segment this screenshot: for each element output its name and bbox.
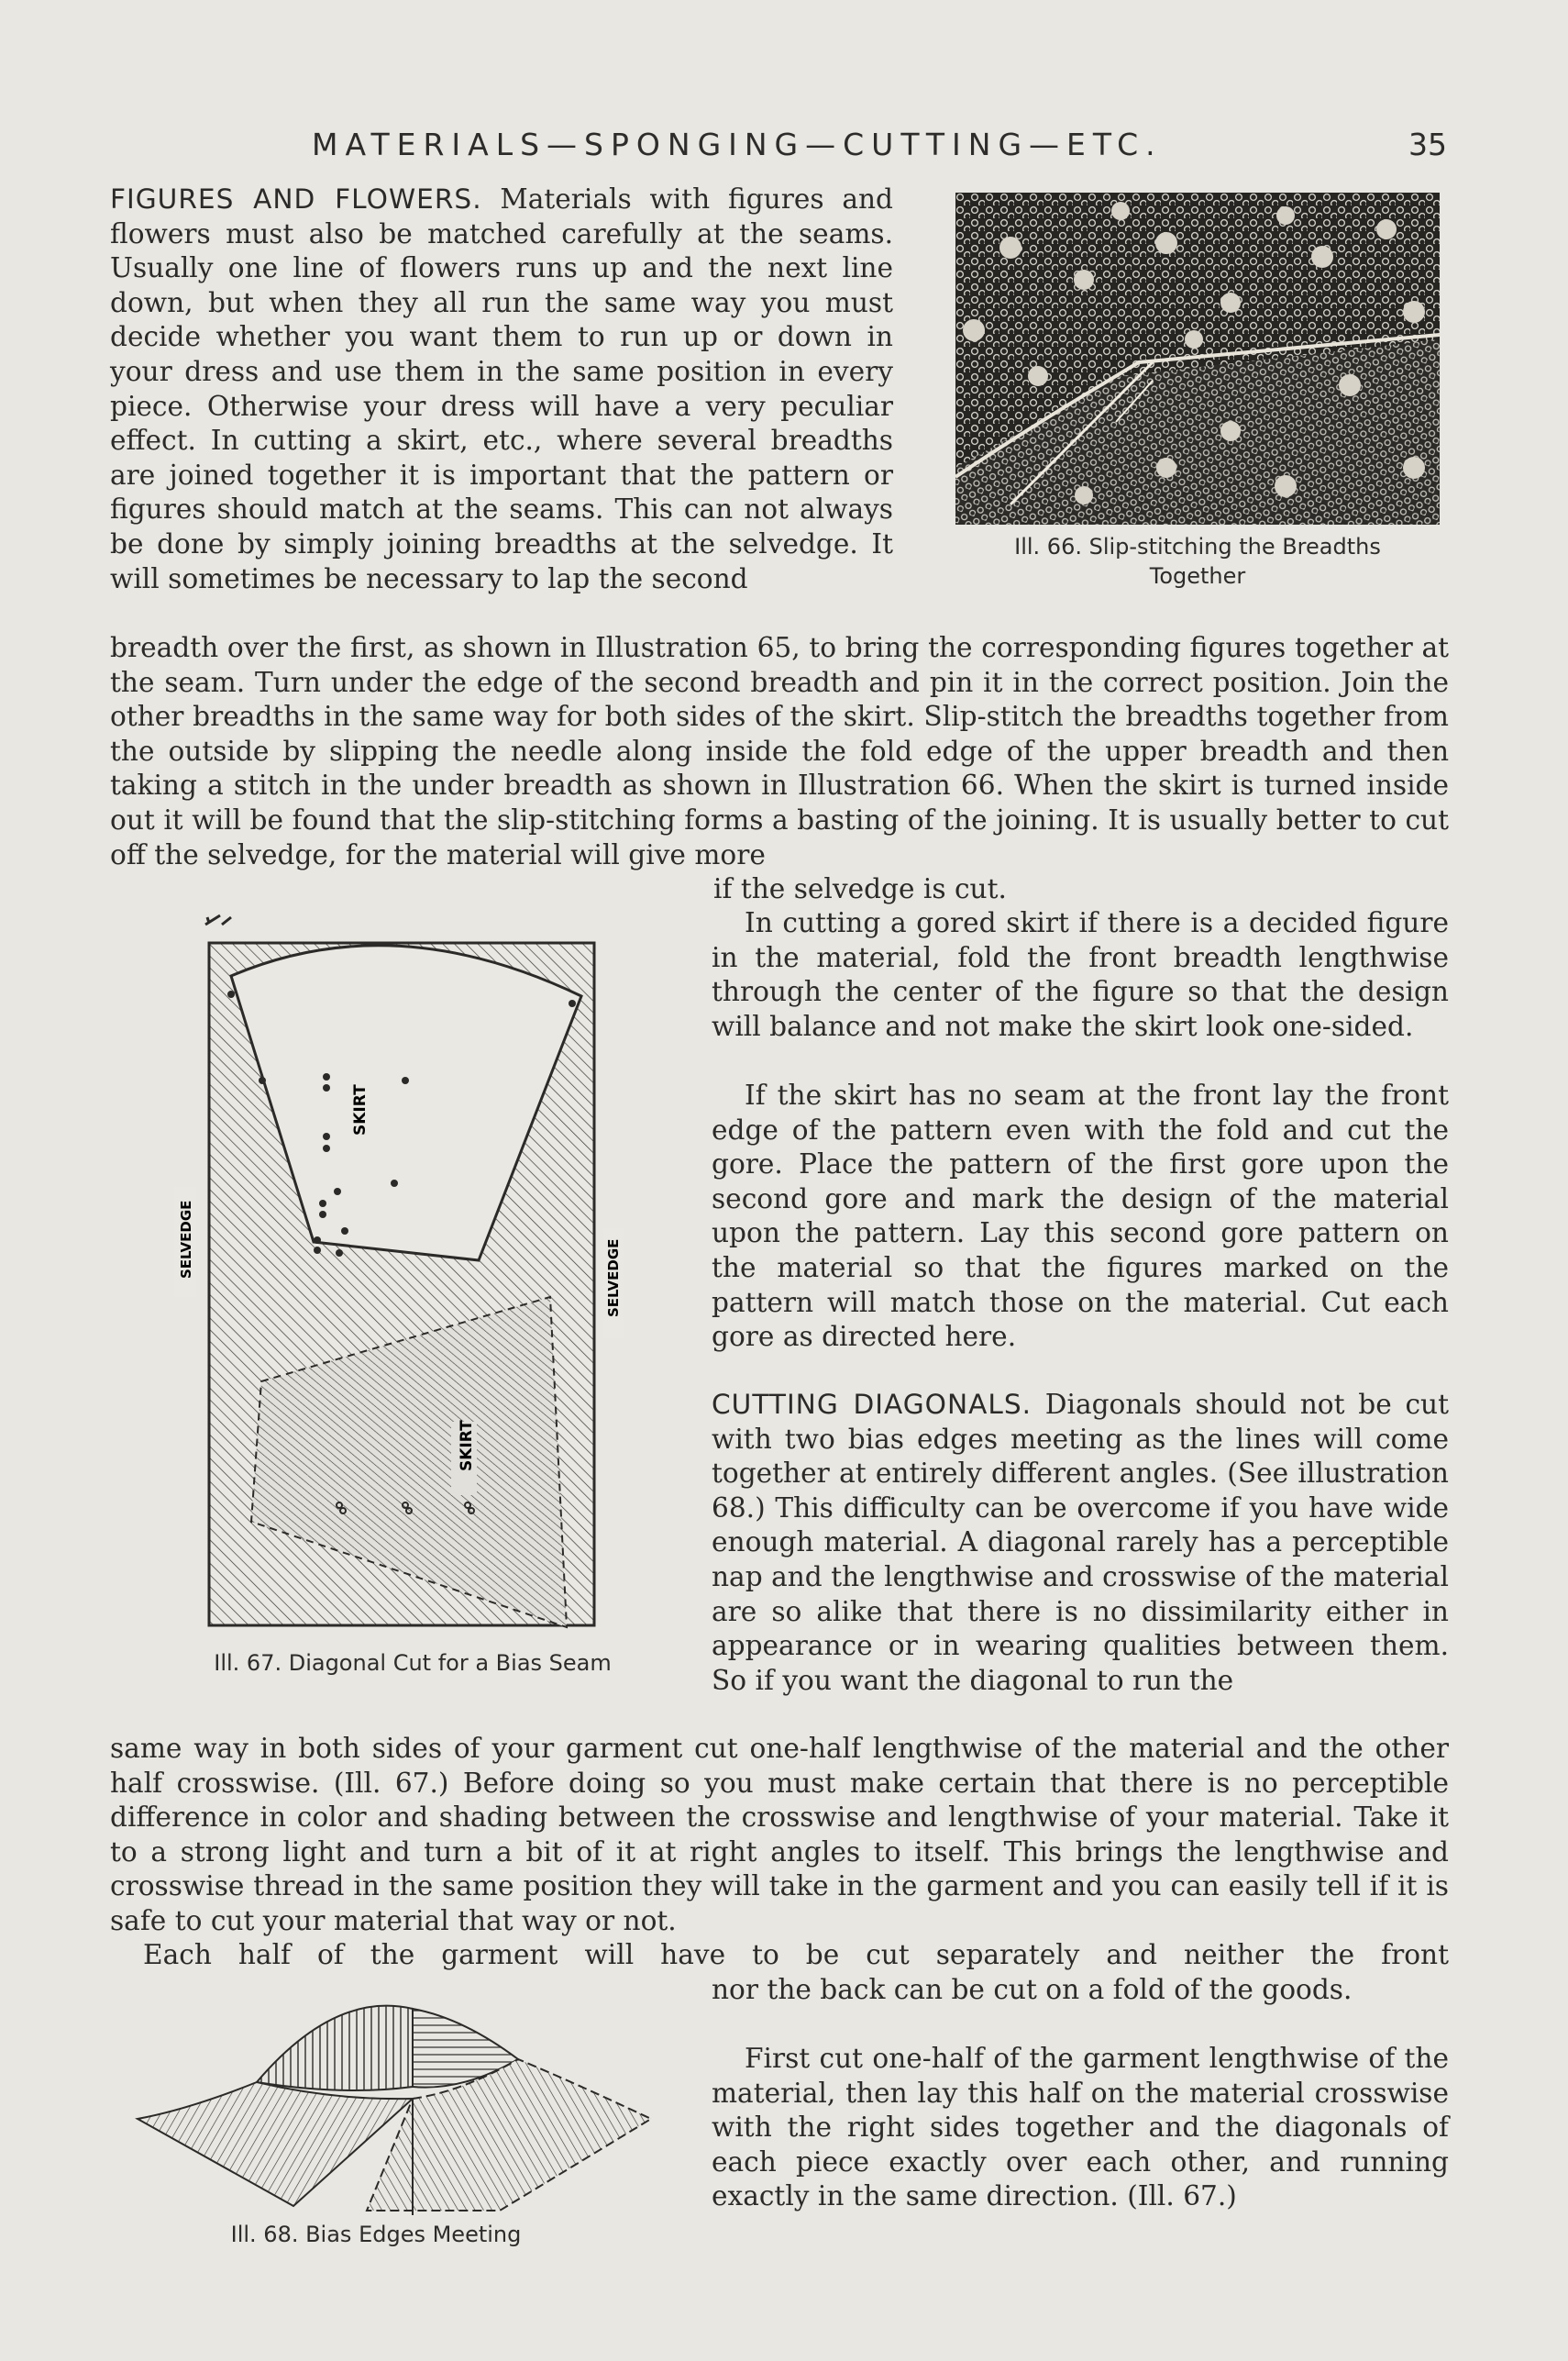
paragraph-each-half: nor the back can be cut on a fold of the goods. — [712, 1974, 1353, 2005]
paragraph-text: Diagonals should not be cut with two bias edges meeting as the lines will come together at entirely different angles. (See illustration 68.) This difficulty can be overcome if you have wide enough material. A diagonal rarely has a perceptible nap and the lengthwise and crosswise of the material are so alike that there is no dissimilarity either in appearance or in wearing qualities between them. So if you want the diagonal to run the — [712, 1389, 1449, 1696]
illustration-66-photo — [955, 193, 1440, 525]
paragraph-cutting-diagonals — [712, 1388, 1449, 1698]
illustration-67-diagram — [165, 912, 624, 1636]
skirt-label-lower: SKIRT — [458, 1420, 476, 1471]
caption-line: Together — [1149, 563, 1246, 589]
illustration-67-caption: Ill. 67. Diagonal Cut for a Bias Seam — [214, 1650, 612, 1676]
selvedge-label-left: SELVEDGE — [178, 1200, 194, 1279]
page-number: 35 — [1408, 127, 1447, 162]
illustration-68-diagram — [133, 2000, 656, 2220]
paragraph-text: Materials with figures and flowers must also be matched carefully at the seams. Usually one line of flowers runs up and the next line down, but when they all run the same way you must decide whether you want them to run up or down in your dress and use them in the same position in every piece. Otherwise your dress will have a very peculiar effect. In cutting a skirt, etc., where several breadths are joined together it is important that the pattern or figures should match at the seams. This can not always be done by simply joining breadths at the selvedge. It will sometimes be necessary to lap the second — [110, 183, 894, 594]
running-head: MATERIALS—SPONGING—CUTTING—ETC. — [312, 127, 1163, 162]
paragraph-figures-and-flowers — [110, 183, 893, 596]
paragraph-first-cut: First cut one-half of the garment lengthwise of the material, then lay this half on the material crosswise with the right sides together and the diagonals of each piece exactly over each other, and running exactly in the same direction. (Ill. 67.) — [712, 2043, 1449, 2212]
paragraph-each-half-first-line: Each half of the garment will have to be cut separately and neither the front — [143, 1939, 1449, 1970]
illustration-68-caption: Ill. 68. Bias Edges Meeting — [230, 2222, 522, 2247]
paragraph-figures-and-flowers-continued: breadth over the first, as shown in Illustration 65, to bring the corresponding figures together at the seam. Turn under the edge of the second breadth and pin it in the correct position. Join the other breadths in the same way for both sides of the skirt. Slip-stitch the breadths together from the outside by slipping the needle along inside the fold edge of the upper breadth and then taking a stitch in the under breadth as shown in Illustration 66. When the skirt is turned inside out it will be found that the slip-stitching forms a basting of the joining. It is usually better to cut off the selvedge, for the material will give more — [110, 632, 1449, 870]
paragraph-cutting-diagonals-continued: same way in both sides of your garment cut one-half lengthwise of the material and the other half crosswise. (Ill. 67.) Before doing so you must make certain that there is no perceptible difference in color and shading between the crosswise and lengthwise of your material. Take it to a strong light and turn a bit of it at right angles to itself. This brings the lengthwise and crosswise thread in the same position they will take in the garment and you can easily tell if it is safe to cut your material that way or not. — [110, 1733, 1449, 1936]
section-heading-cutting-diagonals: CUTTING DIAGONALS. — [712, 1389, 1032, 1420]
caption-line: Ill. 66. Slip-stitching the Breadths — [1014, 534, 1381, 560]
skirt-label-upper: SKIRT — [351, 1084, 370, 1136]
selvedge-label-right: SELVEDGE — [605, 1238, 622, 1317]
section-heading-figures-and-flowers: FIGURES AND FLOWERS. — [110, 183, 482, 215]
paragraph-line: if the selvedge is cut. — [713, 873, 1007, 904]
paragraph-front-seam: If the skirt has no seam at the front lay the front edge of the pattern even with the fold and cut the gore. Place the pattern of the first gore upon the second gore and mark the design of the material upon the pattern. Lay this second gore pattern on the material so that the figures marked on the pattern will match those on the material. Cut each gore as directed here. — [712, 1080, 1449, 1353]
paragraph-gored-skirt: In cutting a gored skirt if there is a decided figure in the material, fold the front breadth lengthwise through the center of the figure so that the design will balance and not make the skirt look one-sided. — [712, 907, 1449, 1042]
illustration-66-caption — [935, 532, 1460, 591]
